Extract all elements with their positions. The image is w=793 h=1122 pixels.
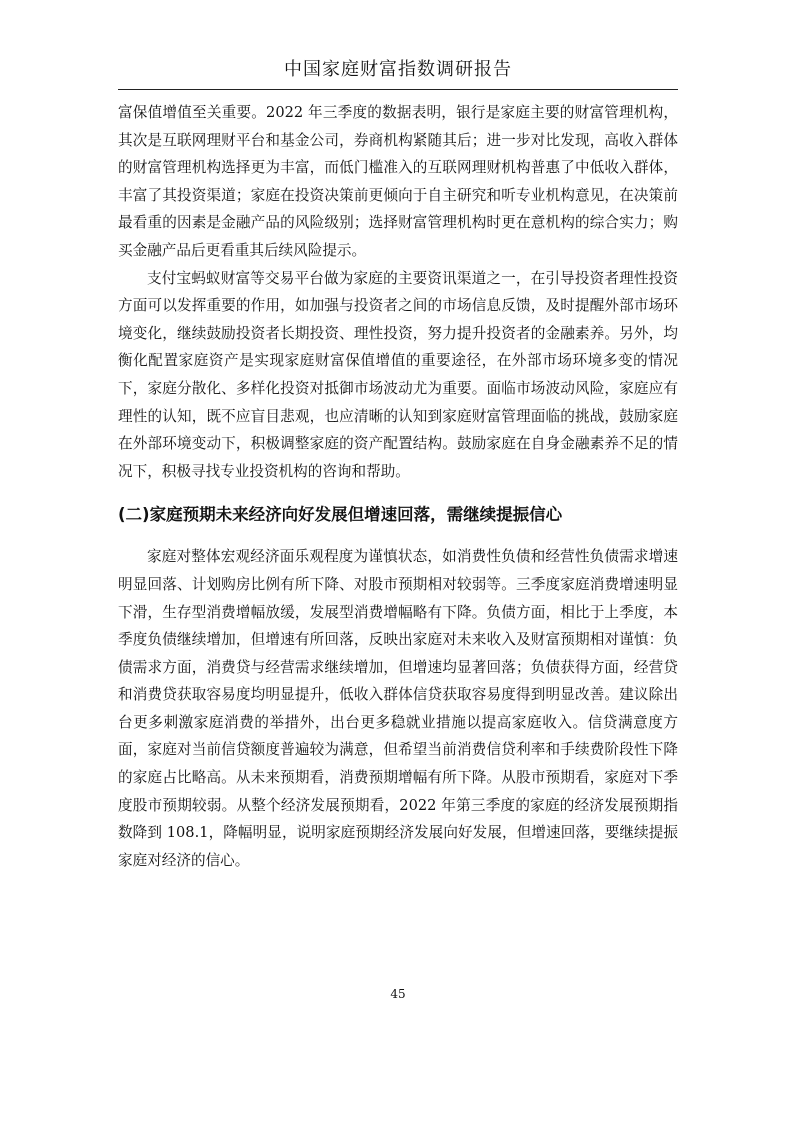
running-header: 中国家庭财富指数调研报告 xyxy=(284,59,512,80)
body-paragraph-2: 支付宝蚂蚁财富等交易平台做为家庭的主要资讯渠道之一，在引导投资者理性投资方面可以发挥重要的作用，如加强与投资者之间的市场信息反馈，及时提醒外部市场环境变化，继续鼓励投资者长期投资、理性投资，努力提升投资者的金融素养。另外，均衡化配置家庭资产是实现家庭财富保值增值的重要途径，在外部市场环境多变的情况下，家庭分散化、多样化投资对抵御市场波动尤为重要。面临市场波动风险，家庭应有理性的认知，既不应盲目悲观，也应清晰的认知到家庭财富管理面临的挑战，鼓励家庭在外部环境变动下，积极调整家庭的资产配置结构。鼓励家庭在自身金融素养不足的情况下，积极寻找专业投资机构的咨询和帮助。 xyxy=(118,269,678,480)
header-divider xyxy=(118,89,678,90)
body-paragraph-3: 家庭对整体宏观经济面乐观程度为谨慎状态，如消费性负债和经营性负债需求增速明显回落、计划购房比例有所下降、对股市预期相对较弱等。三季度家庭消费增速明显下滑，生存型消费增幅放缓，发展型消费增幅略有下降。负债方面，相比于上季度，本季度负债继续增加，但增速有所回落，反映出家庭对未来收入及财富预期相对谨慎：负债需求方面，消费贷与经营需求继续增加，但增速均显著回落；负债获得方面，经营贷和消费贷获取容易度均明显提升，低收入群体信贷获取容易度得到明显改善。建议除出台更多刺激家庭消费的举措外，出台更多稳就业措施以提高家庭收入。信贷满意度方面，家庭对当前信贷额度普遍较为满意，但希望当前消费信贷利率和手续费阶段性下降的家庭占比略高。从未来预期看，消费预期增幅有所下降。从股市预期看，家庭对下季度股市预期较弱。从整个经济发展预期看，2022 年第三季度的家庭的经济发展预期指数降到 108.1，降幅明显，说明家庭预期经济发展向好发展，但增速回落，要继续提振家庭对经济的信心。 xyxy=(118,548,678,869)
section-heading: (二)家庭预期未来经济向好发展但增速回落，需继续提振信心 xyxy=(118,505,563,525)
page-number: 45 xyxy=(390,987,406,1001)
body-paragraph-1: 富保值增值至关重要。2022 年三季度的数据表明，银行是家庭主要的财富管理机构，其次是互联网理财平台和基金公司，券商机构紧随其后；进一步对比发现，高收入群体的财富管理机构选择更为丰富，而低门槛准入的互联网理财机构普惠了中低收入群体，丰富了其投资渠道；家庭在投资决策前更倾向于自主研究和听专业机构意见，在决策前最看重的因素是金融产品的风险级别；选择财富管理机构时更在意机构的综合实力；购买金融产品后更看重其后续风险提示。 xyxy=(118,104,678,259)
page-body xyxy=(118,99,678,874)
